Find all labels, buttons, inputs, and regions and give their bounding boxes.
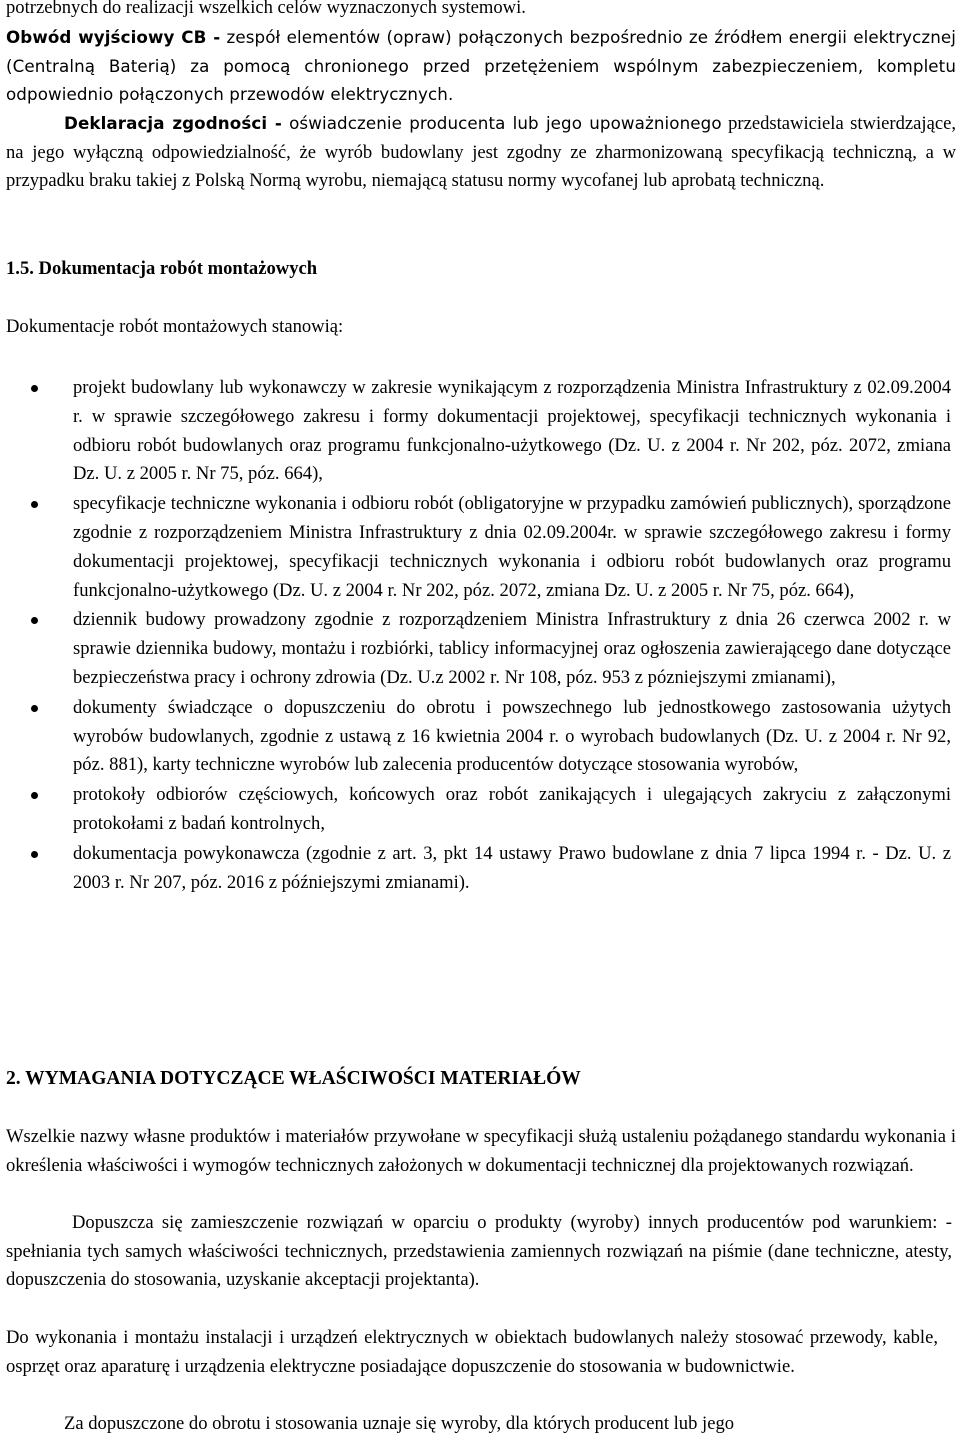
bullet-icon [31,851,38,858]
section-intro: Dokumentacje robót montażowych stanowią: [6,316,344,337]
list-item [6,374,951,489]
paragraph [6,1209,952,1295]
paragraph: Wszelkie nazwy własne produktów i materiałów przywołane w specyfikacji służą ustaleniu pożądanego standardu wykonania i określenia właściwości i wymogów technicznych założonych w dokumentacji technicznej dla projektowanych rozwiązań. [6,1126,956,1176]
list-item [6,490,951,605]
paragraph [6,1410,956,1439]
paragraph-text: Za dopuszczone do obrotu i stosowania uznaje się wyroby, dla których producent lub jego [64,1413,735,1434]
list-item [6,694,951,780]
paragraph-text: Dopuszcza się zamieszczenie rozwiązań w oparciu o produkty (wyroby) innych producentów pod warunkiem: - spełniania tych samych właściwości technicznych, przedstawienia zamiennych rozwiązań na piśmie (dane techniczne, atesty, dopuszczenia do stosowania, uzyskanie akceptacji projektanta). [6,1212,952,1291]
definition-text: zespół elementów (opraw) połączonych bezpośrednio ze źródłem energii elektrycznej (Centralną Baterią) za pomocą chronionego przed przetężeniem wspólnym zabezpieczeniem, kompletu odpowiednio połączonych przewodów elektrycznych. [6,27,956,105]
term-deklaracja-zgodnosci: Deklaracja zgodności - [64,113,282,133]
list-item-text: dziennik budowy prowadzony zgodnie z rozporządzeniem Ministra Infrastruktury z dnia 26 czerwca 2002 r. w sprawie dziennika budowy, montażu i rozbiórki, tablicy informacyjnej oraz ogłoszenia zawierającego dane dotyczące bezpieczeństwa pracy i ochrony zdrowia (Dz. U.z 2002 r. Nr 108, póz. 953 z pózniejszymi zmianami), [73,609,951,688]
list-item-text: projekt budowlany lub wykonawczy w zakresie wynikającym z rozporządzenia Ministra Infrastruktury z 02.09.2004 r. w sprawie szczegółowego zakresu i formy dokumentacji projektowej, specyfikacji technicznych wykonania i odbioru robót budowlanych oraz programu funkcjonalno-użytkowego (Dz. U. z 2004 r. Nr 202, póz. 2072, zmiana Dz. U. z 2005 r. Nr 75, póz. 664), [73,377,951,485]
bullet-icon [31,385,38,392]
list-item-text: dokumentacja powykonawcza (zgodnie z art. 3, pkt 14 ustawy Prawo budowlane z dnia 7 lipca 1994 r. - Dz. U. z 2003 r. Nr 207, póz. 2016 z późniejszymi zmianami). [73,842,951,893]
section-heading-1-5: 1.5. Dokumentacja robót montażowych [6,258,318,279]
section-heading-2: 2. WYMAGANIA DOTYCZĄCE WŁAŚCIWOŚCI MATERIAŁÓW [6,1068,581,1089]
bullet-icon [31,501,38,508]
definition-deklaracja-zgodnosci [6,109,956,196]
bullet-icon [31,792,38,799]
definition-text: przedstawiciela stwierdzające, na jego wyłączną odpowiedzialność, że wyrób budowlany jest zgodny ze zharmonizowaną specyfikacją techniczną, a w przypadku braku takiej z Polską Normą wyrobu, niemającą statusu normy wycofanej lub aprobatą techniczną. [6,113,956,192]
paragraph: Do wykonania i montażu instalacji i urządzeń elektrycznych w obiektach budowlanych należy stosować przewody, kable, osprzęt oraz aparaturę i urządzenia elektryczne posiadające dopuszczenie do stosowania w budownictwie. [6,1327,938,1377]
paragraph-continuation: potrzebnych do realizacji wszelkich celów wyznaczonych systemowi. [6,0,526,18]
definition-text-sans: oświadczenie producenta lub jego upoważnionego [281,113,722,133]
list-item [6,781,951,839]
definition-obwod-wyjsciowy [6,23,956,109]
list-item-text: specyfikacje techniczne wykonania i odbioru robót (obligatoryjne w przypadku zamówień publicznych), sporządzone zgodnie z rozporządzeniem Ministra Infrastruktury z dnia 02.09.2004r. w sprawie szczegółowego zakresu i formy dokumentacji projektowej, specyfikacji technicznych wykonania i odbioru robót budowlanych oraz programu funkcjonalno-użytkowego (Dz. U. z 2004 r. Nr 202, póz. 2072, zmiana Dz. U. z 2005 r. Nr 75, póz. 664), [73,493,951,601]
bullet-icon [31,617,38,624]
list-item [6,606,951,692]
documentation-list [6,374,956,898]
list-item-text: protokoły odbiorów częściowych, końcowych oraz robót zanikających i ulegających zakryciu z załączonymi protokołami z badań kontrolnych, [73,784,951,834]
list-item [6,840,951,898]
list-item-text: dokumenty świadczące o dopuszczeniu do obrotu i powszechnego lub jednostkowego zastosowania użytych wyrobów budowlanych, zgodnie z ustawą z 16 kwietnia 2004 r. o wyrobach budowlanych (Dz. U. z 2004 r. Nr 92, póz. 881), karty techniczne wyrobów lub zalecenia producentów dotyczące stosowania wyrobów, [73,696,951,776]
term-obwod-wyjsciowy: Obwód wyjściowy CB - [6,27,221,47]
bullet-icon [31,705,38,712]
